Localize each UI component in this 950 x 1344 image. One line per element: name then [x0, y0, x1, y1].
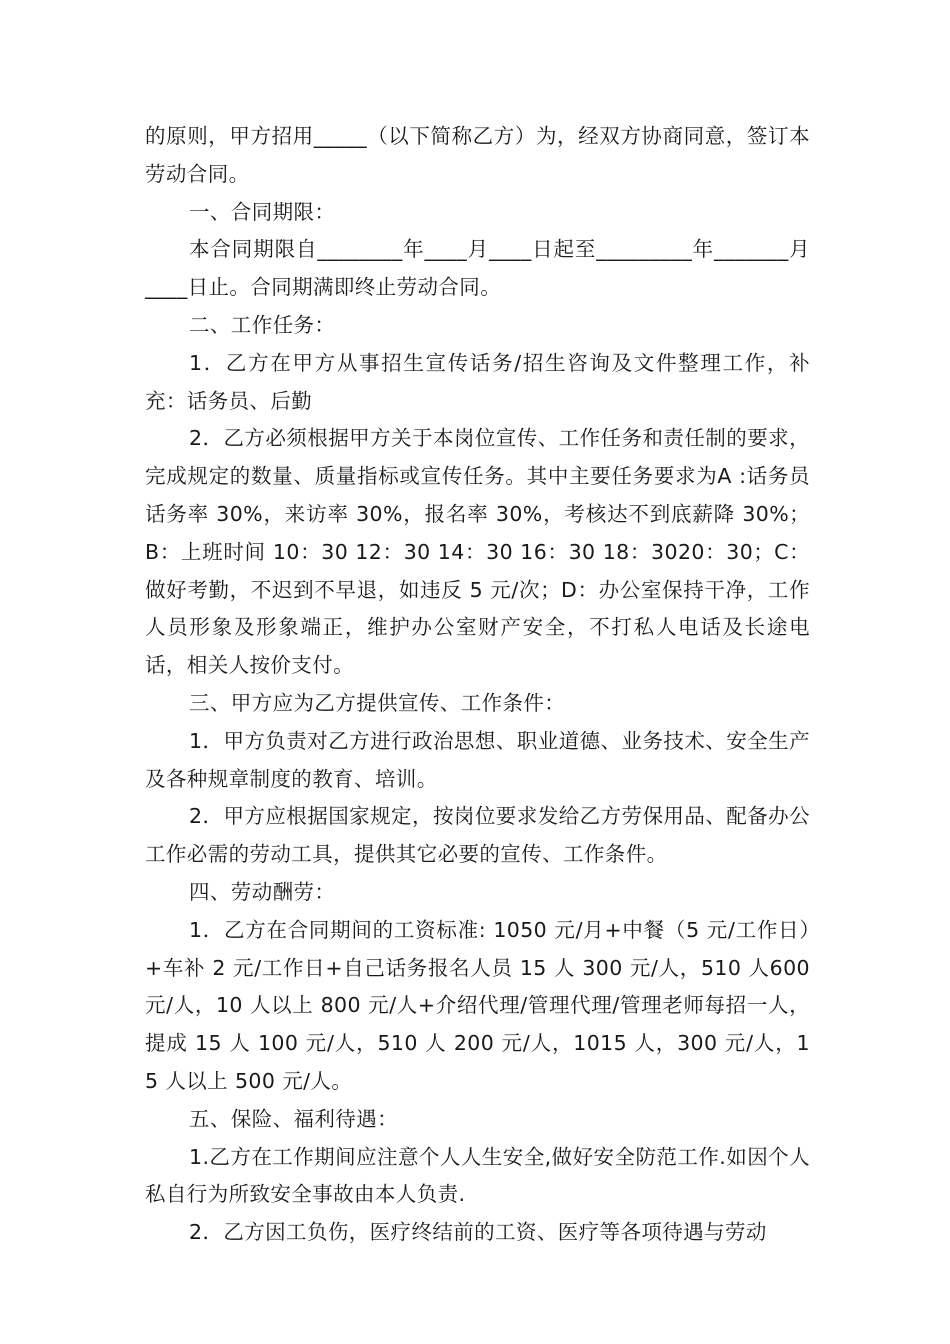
document-body — [145, 118, 810, 1252]
heading-remuneration: 四、劳动酬劳： — [189, 879, 336, 904]
paragraph-work-task-2: 2．乙方必须根据甲方关于本岗位宣传、工作任务和责任制的要求，完成规定的数量、质量指标或宣传任务。其中主要任务要求为A :话务员话务率 30%，来访率 30%，报名率 30%，考核达不到底薪降 30%；B：上班时间 10：30 12：30 14：30 16：30 18：3020：30；C：做好考勤，不迟到不早退，如违反 5 元/次；D：办公室保持干净，工作人员形象及形象端正，维护办公室财产安全，不打私人电话及长途电话，相关人按价支付。 — [145, 426, 810, 678]
heading-work-tasks: 二、工作任务： — [189, 312, 336, 337]
paragraph-work-condition-1: 1．甲方负责对乙方进行政治思想、职业道德、业务技术、安全生产及各种规章制度的教育、培训。 — [145, 728, 810, 791]
heading-insurance-benefits: 五、保险、福利待遇： — [189, 1106, 398, 1131]
heading-work-conditions: 三、甲方应为乙方提供宣传、工作条件： — [189, 690, 566, 715]
paragraph-insurance-1: 1.乙方在工作期间应注意个人人生安全,做好安全防范工作.如因个人私自行为所致安全事故由本人负责. — [145, 1144, 810, 1207]
heading-contract-term: 一、合同期限： — [189, 199, 336, 224]
paragraph-contract-term: 本合同期限自________年____月____日起至_________年_______月____日止。合同期满即终止劳动合同。 — [145, 237, 810, 300]
paragraph-insurance-2: 2．乙方因工负伤，医疗终结前的工资、医疗等各项待遇与劳动 — [189, 1220, 767, 1245]
paragraph-work-task-1: 1．乙方在甲方从事招生宣传话务/招生咨询及文件整理工作，补充：话务员、后勤 — [145, 350, 810, 413]
paragraph-remuneration-1: 1．乙方在合同期间的工资标准: 1050 元/月+中餐（5 元/工作日）+车补 2 元/工作日+自己话务报名人员 15 人 300 元/人，510 人600 元/人，10 人以上 800 元/人+介绍代理/管理代理/管理老师每招一人，提成 15 人 100 元/人，510 人 200 元/人，1015 人，300 元/人，15 人以上 500 元/人。 — [145, 917, 810, 1093]
paragraph-work-condition-2: 2．甲方应根据国家规定，按岗位要求发给乙方劳保用品、配备办公工作必需的劳动工具，提供其它必要的宣传、工作条件。 — [145, 804, 810, 867]
paragraph-intro: 的原则，甲方招用_____（以下简称乙方）为，经双方协商同意，签订本劳动合同。 — [145, 124, 810, 186]
